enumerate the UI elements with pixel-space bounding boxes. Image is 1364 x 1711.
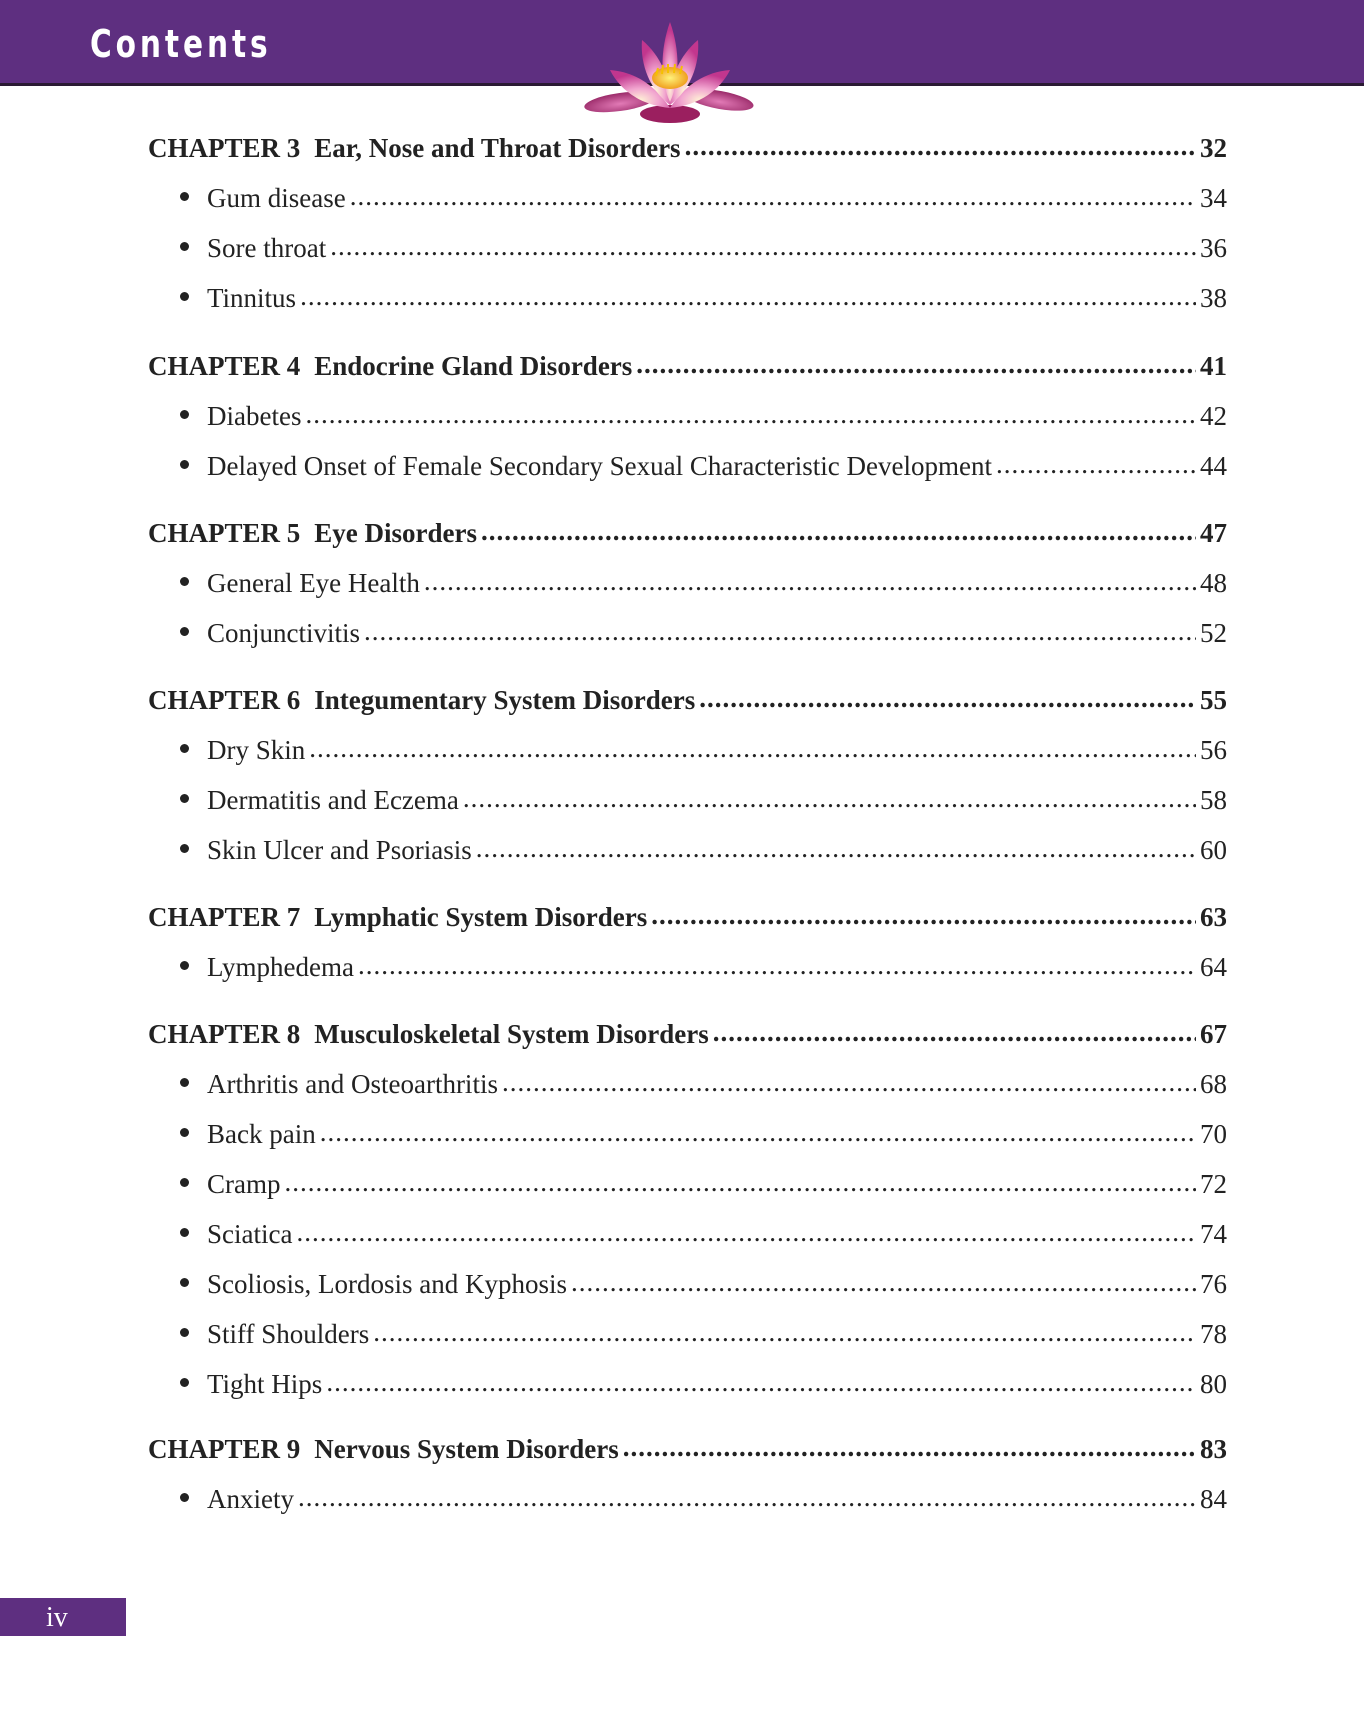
- bullet-icon: [180, 460, 189, 469]
- chapter-title: Ear, Nose and Throat Disorders: [314, 133, 681, 163]
- dot-leader: [699, 678, 1196, 718]
- toc-item[interactable]: [148, 396, 1227, 436]
- toc-item[interactable]: [148, 1214, 1227, 1254]
- toc-chapter[interactable]: [148, 680, 1227, 720]
- bullet-icon: [180, 794, 189, 803]
- page-number: 63: [1200, 902, 1227, 932]
- dot-leader: [300, 276, 1196, 316]
- page-number: 74: [1200, 1219, 1227, 1249]
- item-title: Dry Skin: [207, 735, 306, 765]
- dot-leader: [623, 1427, 1196, 1467]
- bullet-icon: [180, 1328, 189, 1337]
- page-number: 72: [1200, 1169, 1227, 1199]
- chapter-title: Nervous System Disorders: [314, 1434, 619, 1464]
- chapter-title: Eye Disorders: [314, 518, 477, 548]
- page-number: 67: [1200, 1019, 1227, 1049]
- dot-leader: [463, 778, 1196, 818]
- page-title: Contents: [90, 22, 272, 66]
- dot-leader: [285, 1162, 1197, 1202]
- item-title: Arthritis and Osteoarthritis: [207, 1069, 498, 1099]
- bullet-icon: [180, 1228, 189, 1237]
- toc-chapter[interactable]: [148, 897, 1227, 937]
- toc-item[interactable]: [148, 947, 1227, 987]
- folio-number: iv: [46, 1602, 68, 1633]
- dot-leader: [651, 895, 1196, 935]
- item-title: Conjunctivitis: [207, 618, 361, 648]
- bullet-icon: [180, 744, 189, 753]
- dot-leader: [358, 945, 1196, 985]
- chapter-number: CHAPTER 4: [148, 351, 301, 381]
- dot-leader: [305, 394, 1196, 434]
- toc-item[interactable]: [148, 1479, 1227, 1519]
- dot-leader: [996, 444, 1196, 484]
- item-title: Stiff Shoulders: [207, 1319, 370, 1349]
- dot-leader: [350, 176, 1196, 216]
- bullet-icon: [180, 192, 189, 201]
- toc-chapter[interactable]: [148, 346, 1227, 386]
- bullet-icon: [180, 961, 189, 970]
- toc-item[interactable]: [148, 178, 1227, 218]
- page-number: 55: [1200, 685, 1227, 715]
- toc-chapter[interactable]: [148, 513, 1227, 553]
- lotus-flower-icon: [580, 10, 760, 130]
- page-number: 84: [1200, 1484, 1227, 1514]
- page-number: 34: [1200, 183, 1227, 213]
- page-number: 64: [1200, 952, 1227, 982]
- toc-item[interactable]: [148, 1114, 1227, 1154]
- bullet-icon: [180, 627, 189, 636]
- toc-item[interactable]: [148, 228, 1227, 268]
- bullet-icon: [180, 1178, 189, 1187]
- toc-item[interactable]: [148, 1064, 1227, 1104]
- toc-item[interactable]: [148, 613, 1227, 653]
- item-title: Gum disease: [207, 183, 346, 213]
- item-title: Tight Hips: [207, 1369, 323, 1399]
- page-number: 42: [1200, 401, 1227, 431]
- dot-leader: [309, 728, 1196, 768]
- item-title: Back pain: [207, 1119, 316, 1149]
- chapter-title: Musculoskeletal System Disorders: [314, 1019, 709, 1049]
- chapter-title: Integumentary System Disorders: [314, 685, 696, 715]
- item-title: Sore throat: [207, 233, 327, 263]
- dot-leader: [685, 126, 1196, 166]
- dot-leader: [320, 1112, 1196, 1152]
- dot-leader: [636, 344, 1196, 384]
- page-number: 32: [1200, 133, 1227, 163]
- toc-item[interactable]: [148, 446, 1227, 486]
- item-title: Lymphedema: [207, 952, 354, 982]
- bullet-icon: [180, 1128, 189, 1137]
- page-number: 78: [1200, 1319, 1227, 1349]
- item-title: Dermatitis and Eczema: [207, 785, 459, 815]
- bullet-icon: [180, 242, 189, 251]
- page-number: 60: [1200, 835, 1227, 865]
- page-number: 38: [1200, 283, 1227, 313]
- page-folio: [0, 1598, 126, 1636]
- toc-item[interactable]: [148, 730, 1227, 770]
- dot-leader: [326, 1362, 1196, 1402]
- dot-leader: [713, 1012, 1196, 1052]
- dot-leader: [364, 611, 1196, 651]
- toc-item[interactable]: [148, 563, 1227, 603]
- item-title: Scoliosis, Lordosis and Kyphosis: [207, 1269, 568, 1299]
- toc-item[interactable]: [148, 1314, 1227, 1354]
- chapter-number: CHAPTER 5: [148, 518, 301, 548]
- page-number: 41: [1200, 351, 1227, 381]
- toc-item[interactable]: [148, 1164, 1227, 1204]
- toc-item[interactable]: [148, 1264, 1227, 1304]
- chapter-number: CHAPTER 3: [148, 133, 301, 163]
- dot-leader: [373, 1312, 1196, 1352]
- chapter-number: CHAPTER 8: [148, 1019, 301, 1049]
- toc-item[interactable]: [148, 278, 1227, 318]
- bullet-icon: [180, 1378, 189, 1387]
- dot-leader: [476, 828, 1196, 868]
- dot-leader: [481, 511, 1196, 551]
- toc-item[interactable]: [148, 830, 1227, 870]
- page-number: 76: [1200, 1269, 1227, 1299]
- chapter-title: Endocrine Gland Disorders: [314, 351, 633, 381]
- bullet-icon: [180, 1493, 189, 1502]
- chapter-number: CHAPTER 7: [148, 902, 301, 932]
- item-title: Delayed Onset of Female Secondary Sexual Characteristic Development: [207, 451, 992, 481]
- bullet-icon: [180, 410, 189, 419]
- page-number: 44: [1200, 451, 1227, 481]
- item-title: Skin Ulcer and Psoriasis: [207, 835, 472, 865]
- page-number: 80: [1200, 1369, 1227, 1399]
- item-title: Sciatica: [207, 1219, 293, 1249]
- toc-item[interactable]: [148, 780, 1227, 820]
- page-number: 83: [1200, 1434, 1227, 1464]
- item-title: Anxiety: [207, 1484, 294, 1514]
- chapter-number: CHAPTER 9: [148, 1434, 301, 1464]
- page-number: 47: [1200, 518, 1227, 548]
- page-number: 52: [1200, 618, 1227, 648]
- toc-item[interactable]: [148, 1364, 1227, 1404]
- dot-leader: [298, 1477, 1196, 1517]
- item-title: Cramp: [207, 1169, 281, 1199]
- item-title: Tinnitus: [207, 283, 297, 313]
- page-number: 36: [1200, 233, 1227, 263]
- item-title: General Eye Health: [207, 568, 420, 598]
- bullet-icon: [180, 292, 189, 301]
- dot-leader: [502, 1062, 1196, 1102]
- chapter-title: Lymphatic System Disorders: [314, 902, 648, 932]
- chapter-number: CHAPTER 6: [148, 685, 301, 715]
- toc-chapter[interactable]: [148, 128, 1227, 168]
- page-number: 56: [1200, 735, 1227, 765]
- toc-chapter[interactable]: [148, 1429, 1227, 1469]
- item-title: Diabetes: [207, 401, 302, 431]
- bullet-icon: [180, 1078, 189, 1087]
- page-number: 58: [1200, 785, 1227, 815]
- dot-leader: [296, 1212, 1196, 1252]
- bullet-icon: [180, 844, 189, 853]
- page-number: 68: [1200, 1069, 1227, 1099]
- dot-leader: [424, 561, 1196, 601]
- page-number: 70: [1200, 1119, 1227, 1149]
- bullet-icon: [180, 577, 189, 586]
- dot-leader: [330, 226, 1196, 266]
- toc-chapter[interactable]: [148, 1014, 1227, 1054]
- bullet-icon: [180, 1278, 189, 1287]
- dot-leader: [571, 1262, 1196, 1302]
- page-number: 48: [1200, 568, 1227, 598]
